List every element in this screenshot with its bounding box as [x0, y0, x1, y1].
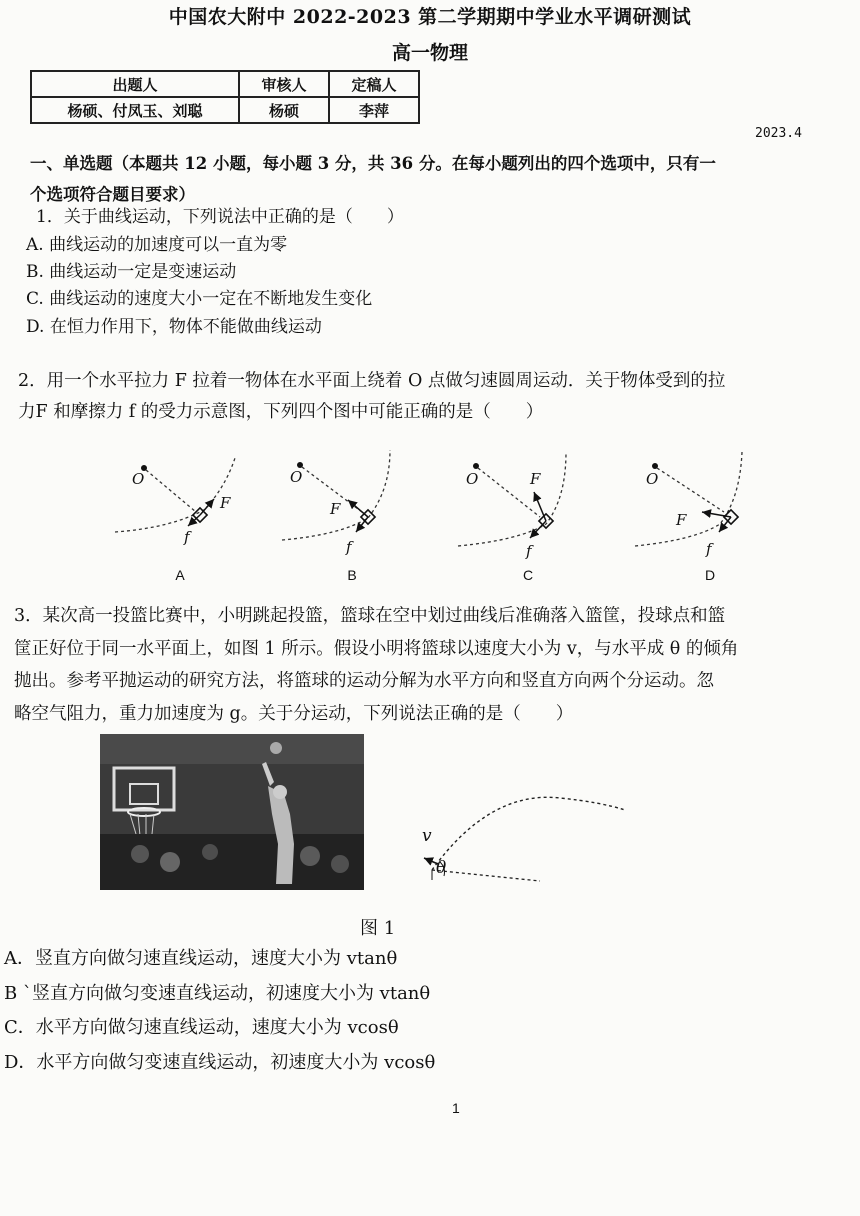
page-number: 1 [452, 1100, 460, 1116]
exam-subtitle: 高一物理 [391, 42, 468, 64]
staff-header-finalizer: 定稿人 [329, 71, 419, 97]
q2-d-force-label: F [676, 511, 687, 529]
basketball-photo [100, 734, 364, 890]
q3-option-b: B ˋ竖直方向做匀变速直线运动，初速度大小为 vtanθ [4, 983, 431, 1004]
q2-c-center-label: O [466, 470, 479, 488]
q2-diagram-d [635, 452, 742, 546]
section-heading [30, 148, 830, 210]
figure-caption: 图 1 [360, 918, 396, 939]
q1-option-a: A. 曲线运动的加速度可以一直为零 [26, 235, 288, 255]
q2-diagram-a-label: A [175, 567, 185, 583]
q3-stem-line2: 筐正好位于同一水平面上，如图 1 所示。假设小明将篮球以速度大小为 v，与水平成 θ 的倾角 [14, 638, 739, 659]
q2-diagram-b-label: B [347, 567, 357, 583]
section-heading-line1: 一、单选题（本题共 12 小题，每小题 3 分，共 36 分。在每小题列出的四个选项中，只有一 [30, 154, 716, 173]
q2-c-friction-label: f [526, 542, 532, 560]
q1-stem: 1．关于曲线运动，下列说法中正确的是（ ） [36, 207, 404, 227]
q2-d-center-label: O [646, 470, 659, 488]
q1-option-c: C. 曲线运动的速度大小一定在不断地发生变化 [26, 289, 373, 309]
q2-stem-line2: 力F 和摩擦力 f 的受力示意图，下列四个图中可能正确的是（ ） [18, 402, 544, 422]
staff-header-reviewer: 审核人 [239, 71, 329, 97]
exam-date: 2023.4 [755, 126, 802, 141]
q2-d-friction-label: f [706, 540, 712, 558]
q3-stem-line4: 略空气阻力，重力加速度为 g。关于分运动，下列说法正确的是（ ） [14, 703, 574, 724]
q2-a-center-label: O [132, 470, 145, 488]
q2-a-force-label: F [220, 494, 231, 512]
q1-option-b: B. 曲线运动一定是变速运动 [26, 262, 237, 282]
q3-stem-line1: 3．某次高一投篮比赛中，小明跳起投篮，篮球在空中划过曲线后准确落入篮筐，投球点和篮 [14, 606, 726, 626]
q2-stem [18, 366, 848, 428]
q2-a-friction-label: f [184, 528, 190, 546]
q3-stem [14, 600, 854, 730]
q2-diagram-b [282, 450, 390, 540]
q2-b-friction-label: f [346, 538, 352, 556]
q3-velocity-label: v [422, 826, 432, 846]
q2-b-center-label: O [290, 468, 303, 486]
q3-trajectory-diagram [400, 770, 640, 900]
staff-table [30, 70, 420, 124]
q2-diagram-c-label: C [522, 567, 534, 583]
q2-diagram-c [458, 452, 566, 546]
staff-header-setter: 出题人 [31, 71, 239, 97]
section-heading-line2: 个选项符合题目要求） [30, 185, 195, 204]
q3-option-d: D．水平方向做匀变速直线运动，初速度大小为 vcosθ [4, 1052, 436, 1073]
q2-c-force-label: F [530, 470, 541, 488]
exam-title: 中国农大附中 2022-2023 第二学期期中学业水平调研测试 [168, 6, 692, 28]
staff-value-setter: 杨硕、付凤玉、刘聪 [31, 97, 239, 123]
q2-stem-line1: 2．用一个水平拉力 F 拉着一物体在水平面上绕着 O 点做匀速圆周运动．关于物体受到的拉 [18, 371, 726, 391]
q1-option-d: D. 在恒力作用下，物体不能做曲线运动 [26, 317, 322, 337]
q2-b-force-label: F [330, 500, 341, 518]
q3-stem-line3: 抛出。参考平抛运动的研究方法，将篮球的运动分解为水平方向和竖直方向两个分运动。忽 [14, 671, 714, 691]
staff-value-finalizer: 李萍 [329, 97, 419, 123]
q3-angle-label: θ [436, 858, 447, 878]
staff-value-reviewer: 杨硕 [239, 97, 329, 123]
q3-option-a: A．竖直方向做匀速直线运动，速度大小为 vtanθ [4, 948, 398, 969]
q3-option-c: C．水平方向做匀速直线运动，速度大小为 vcosθ [4, 1017, 399, 1038]
q2-diagram-d-label: D [704, 567, 716, 583]
